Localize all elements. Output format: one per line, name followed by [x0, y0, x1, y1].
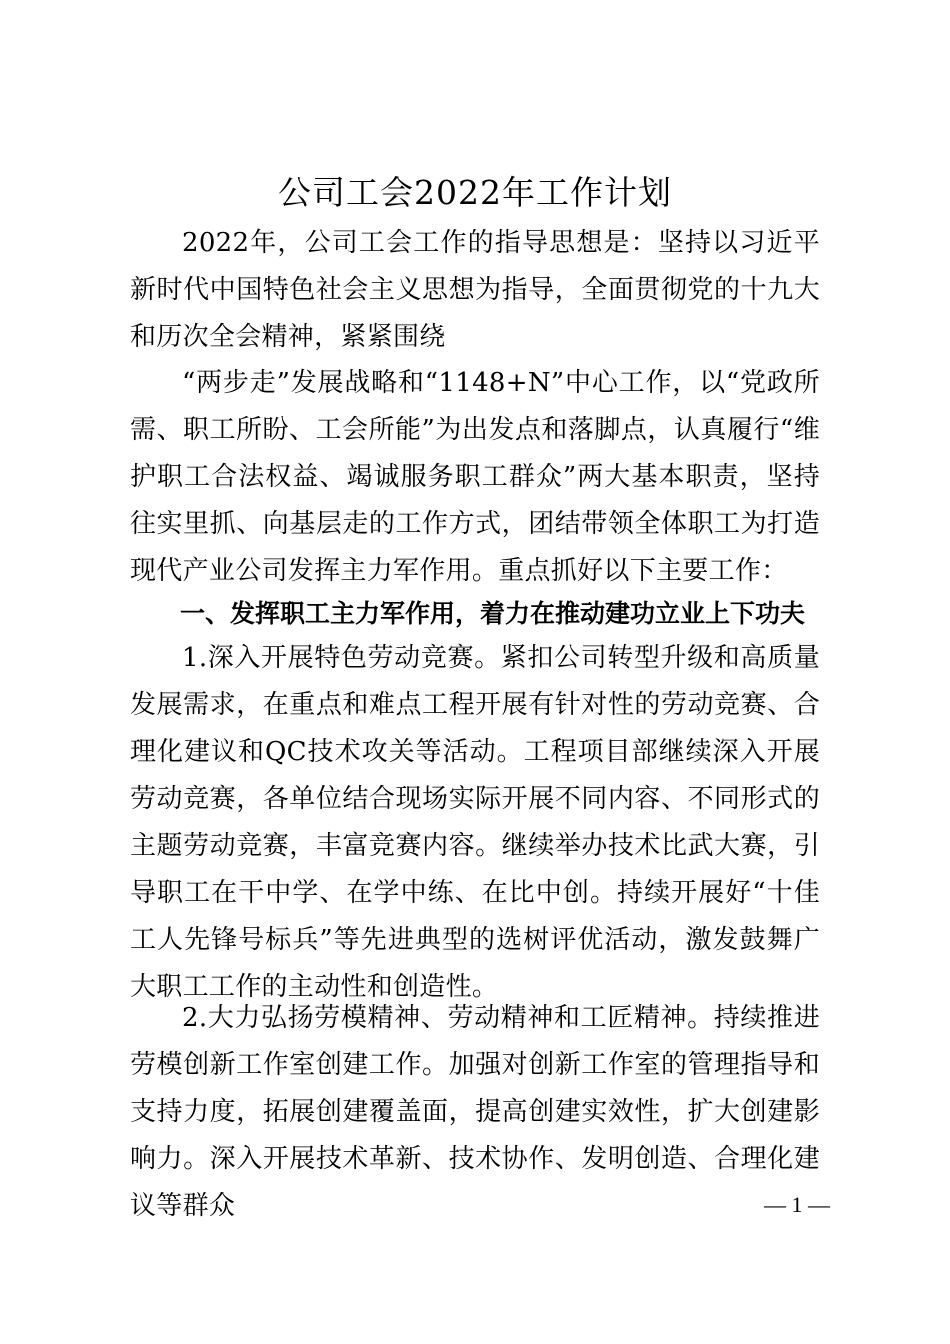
paragraph-intro: 2022年，公司工会工作的指导思想是：坚持以习近平新时代中国特色社会主义思想为指导，全面贯彻党的十九大和历次全会精神，紧紧围绕 — [130, 228, 820, 352]
section-heading-1: 一、发挥职工主力军作用，着力在推动建功立业上下功夫 — [180, 599, 806, 628]
paragraph-item-2: 2.大力弘扬劳模精神、劳动精神和工匠精神。持续推进劳模创新工作室创建工作。加强对创新工作室的管理指导和支持力度，拓展创建覆盖面，提高创建实效性，扩大创建影响力。深入开展技术革新、技术协作、发明创造、合理化建议等群众 — [130, 1003, 820, 1221]
paragraph-item-1: 1.深入开展特色劳动竞赛。紧扣公司转型升级和高质量发展需求，在重点和难点工程开展有针对性的劳动竞赛、合理化建议和QC技术攻关等活动。工程项目部继续深入开展劳动竞赛，各单位结合现场实际开展不同内容、不同形式的主题劳动竞赛，丰富竞赛内容。继续举办技术比武大赛，引导职工在干中学、在学中练、在比中创。持续开展好“十佳工人先锋号标兵”等先进典型的选树评优活动，激发鼓舞广大职工工作的主动性和创造性。 — [130, 643, 820, 1002]
document-title: 公司工会2022年工作计划 — [278, 173, 672, 212]
paragraph-guideline: “两步走”发展战略和“1148+N”中心工作，以“党政所需、职工所盼、工会所能”为出发点和落脚点，认真履行“维护职工合法权益、竭诚服务职工群众”两大基本职责，坚持往实里抓、向基层走的工作方式，团结带领全体职工为打造现代产业公司发挥主力军作用。重点抓好以下主要工作： — [130, 368, 820, 586]
page-number: — 1 — — [764, 1192, 830, 1217]
